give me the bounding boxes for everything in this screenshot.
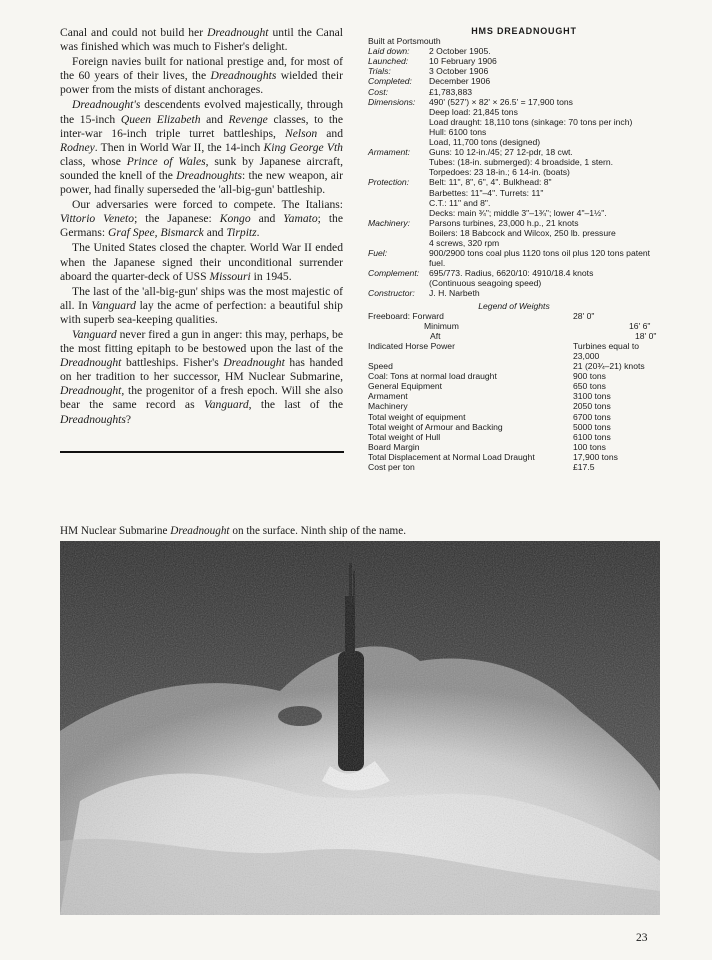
spec-label: Constructor: (368, 288, 415, 299)
legend-row (368, 422, 660, 432)
specs-title: HMS DREADNOUGHT (471, 26, 577, 36)
submarine-photo (60, 541, 660, 915)
spec-value: 695/773. Radius, 6620/10: 4910/18.4 knots (Continuous seagoing speed) (429, 268, 594, 289)
legend-item: Machinery (368, 401, 408, 412)
legend-item: Total Displacement at Normal Load Draught (368, 451, 535, 462)
legend-item: Minimum (424, 320, 459, 331)
spec-label: Machinery: (368, 217, 411, 228)
paragraph: The United States closed the chapter. World War II ended when the Japanese signed their unconditional surrender aboard the quarter-deck of USS Missouri in 1945. (60, 241, 343, 283)
legend-row (368, 452, 660, 462)
legend-item: Total weight of Armour and Backing (368, 421, 503, 432)
legend-value: 2050 tons (573, 401, 611, 412)
legend-value: 900 tons (573, 371, 606, 382)
spec-row (368, 218, 660, 248)
specifications-panel (368, 26, 660, 472)
paragraph: Vanguard never fired a gun in anger: this may, perhaps, be the most fitting epitaph to be bestowed upon the last of the Dreadnought battleships. Fisher's Dreadnought has handed on her tradition to her successor, HM Nuclear Submarine, Dreadnought, the progenitor of a fresh epoch. Will she also bear the same record as Vanguard, the last of the Dreadnoughts? (60, 327, 344, 426)
body-text-column (60, 26, 343, 427)
legend-title: Legend of Weights (478, 300, 550, 311)
paragraph: Foreign navies built for national prestige and, for most of the 60 years of their lives, the Dreadnoughts wielded their power from the mists of distant anchorages. (60, 55, 343, 97)
paragraph: The last of the 'all-big-gun' ships was the most majestic of all. In Vanguard lay the acme of perfection: a beautiful ship with superb sea-keeping qualities. (60, 284, 343, 326)
legend-row (368, 401, 660, 411)
legend-value: 6700 tons (573, 411, 611, 422)
spec-row (368, 177, 660, 217)
legend-row (368, 412, 660, 422)
legend-row (368, 381, 660, 391)
spec-row (368, 248, 660, 268)
spec-value: 900/2900 tons coal plus 1120 tons oil plus 120 tons patent fuel. (429, 248, 651, 269)
legend-value: 18' 0" (635, 330, 657, 341)
legend-row (368, 391, 660, 401)
specs-built: Built at Portsmouth (368, 36, 441, 47)
legend-value: 100 tons (573, 441, 606, 452)
spec-label: Fuel: (368, 248, 388, 259)
spec-value: 10 February 1906 (429, 56, 497, 67)
spec-label: Cost: (368, 86, 389, 97)
legend-value: 21 (20¾–21) knots (573, 361, 645, 372)
legend-row (368, 341, 660, 351)
legend-row (368, 331, 660, 341)
spec-label: Laid down: (368, 46, 410, 57)
spec-row (368, 56, 660, 66)
spec-row (368, 147, 660, 177)
specs-table (368, 46, 660, 298)
legend-row (368, 351, 660, 361)
spec-value: Parsons turbines, 23,000 h.p., 21 knots Boilers: 18 Babcock and Wilcox, 250 lb. pressure 4 screws, 320 rpm (429, 217, 616, 248)
legend-row (368, 371, 660, 381)
paragraph: Canal and could not build her Dreadnought until the Canal was finished which was much to Fisher's delight. (60, 26, 343, 54)
spec-row (368, 87, 660, 97)
legend-item: General Equipment (368, 381, 443, 392)
spec-label: Dimensions: (368, 96, 416, 107)
legend-row (368, 442, 660, 452)
legend-row (368, 432, 660, 442)
legend-value: 650 tons (573, 381, 606, 392)
legend-row (368, 361, 660, 371)
legend-value: 23,000 (573, 351, 600, 361)
legend-row (368, 311, 660, 321)
legend-item: Total weight of equipment (368, 411, 466, 422)
legend-item: Armament (368, 391, 408, 402)
spec-row (368, 97, 660, 147)
legend-item: Coal: Tons at normal load draught (368, 371, 497, 382)
legend-row (368, 462, 660, 472)
photo-caption: HM Nuclear Submarine Dreadnought on the surface. Ninth ship of the name. (60, 525, 407, 537)
spec-label: Armament: (368, 147, 411, 158)
spec-row (368, 268, 660, 288)
legend-item: Speed (368, 361, 393, 372)
legend-value: 5000 tons (573, 421, 611, 432)
legend-item: Aft (430, 330, 441, 341)
paragraph: Our adversaries were forced to compete. The Italians: Vittorio Veneto; the Japanese: Kongo and Yamato; the Germans: Graf Spee, Bismarck and Tirpitz. (60, 198, 343, 240)
legend-value: 16' 6" (629, 320, 651, 331)
spec-label: Trials: (368, 66, 391, 77)
spec-label: Complement: (368, 268, 420, 279)
legend-value: 3100 tons (573, 391, 611, 402)
spec-value: 3 October 1906 (429, 66, 489, 77)
column-end-rule (60, 451, 344, 453)
legend-value: 17,900 tons (573, 451, 618, 462)
legend-value: £17.5 (573, 462, 595, 473)
legend-item: Cost per ton (368, 462, 415, 473)
legend-item (368, 351, 573, 361)
page-number: 23 (636, 932, 648, 944)
legend-value: 6100 tons (573, 431, 611, 442)
spec-value: J. H. Narbeth (429, 288, 480, 299)
spec-value: 490' (527') × 82' × 26.5' = 17,900 tons Deep load: 21,845 tons Load draught: 18,110 tons (sinkage: 70 tons per inch) Hull: 6100 tons Load, 11,700 tons (designed) (429, 96, 633, 148)
spec-label: Completed: (368, 76, 412, 87)
spec-label: Protection: (368, 177, 410, 188)
legend-table (368, 311, 660, 473)
spec-value: Guns: 10 12-in./45; 27 12-pdr, 18 cwt. Tubes: (18-in. submerged): 4 broadside, 1 stern. Torpedoes: 23 18-in.; 6 14-in. (boats) (429, 147, 614, 178)
spec-row (368, 66, 660, 76)
legend-item: Total weight of Hull (368, 431, 441, 442)
spec-value: 2 October 1905. (429, 46, 491, 57)
legend-item: Board Margin (368, 441, 420, 452)
legend-row (368, 321, 660, 331)
legend-value: 28' 0" (573, 310, 595, 321)
spec-row (368, 288, 660, 298)
legend-value: Turbines equal to (573, 340, 640, 351)
spec-value: £1,783,883 (429, 86, 473, 97)
legend-item: Freeboard: Forward (368, 310, 444, 321)
spec-value: Belt: 11", 8", 6", 4". Bulkhead: 8" Barbettes: 11"–4". Turrets: 11" C.T.: 11" and 8". Decks: main ¾"; middle 3"–1¾"; lower 4"–1½". (429, 177, 607, 218)
spec-row (368, 76, 660, 86)
legend-item: Indicated Horse Power (368, 340, 455, 351)
spec-label: Launched: (368, 56, 409, 67)
paragraph: Dreadnought's descendents evolved majestically, through the 15-inch Queen Elizabeth and Revenge classes, to the inter-war 16-inch triple turret battleships, Nelson and Rodney. Then in World War II, the 14-inch King George Vth class, whose Prince of Wales, sunk by Japanese aircraft, sounded the knell of the Dreadnoughts: the new weapon, air power, had finally superseded the 'all-big-gun' battleship. (60, 98, 343, 197)
spec-row (368, 46, 660, 56)
spec-value: December 1906 (429, 76, 491, 87)
